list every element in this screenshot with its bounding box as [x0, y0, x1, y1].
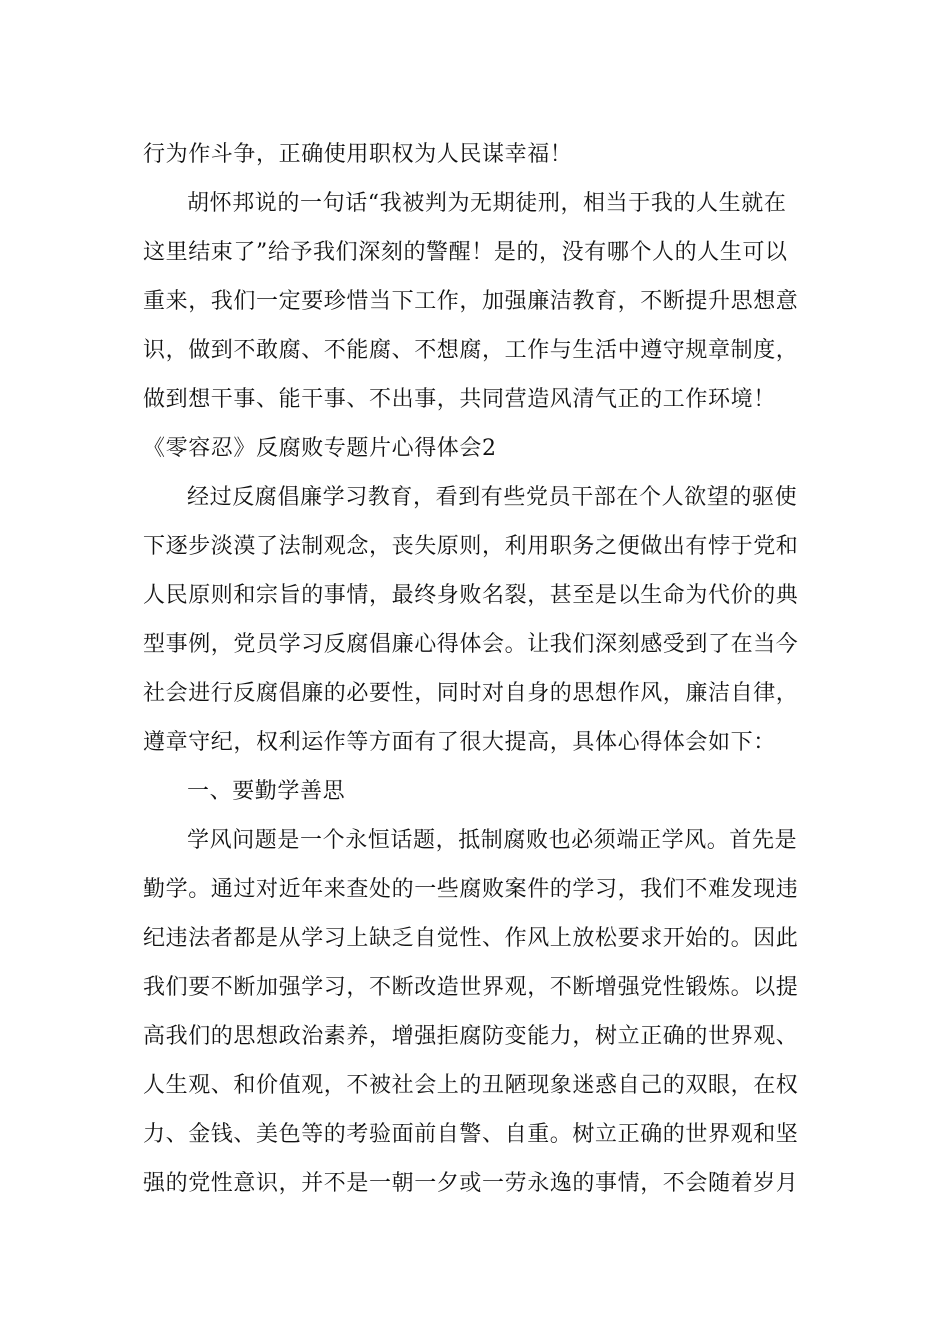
text-line: 纪违法者都是从学习上缺乏自觉性、作风上放松要求开始的。因此 [143, 926, 799, 951]
text-line: 经过反腐倡廉学习教育，看到有些党员干部在个人欲望的驱使 [187, 485, 798, 510]
text-line: 重来，我们一定要珍惜当下工作，加强廉洁教育，不断提升思想意 [143, 289, 799, 314]
text-line: 《零容忍》反腐败专题片心得体会2 [143, 436, 497, 461]
text-line: 识，做到不敢腐、不能腐、不想腐，工作与生活中遵守规章制度， [143, 338, 799, 363]
text-line: 人生观、和价值观，不被社会上的丑陋现象迷惑自己的双眼，在权 [143, 1073, 799, 1098]
text-line: 一、要勤学善思 [187, 779, 346, 804]
text-line: 力、金钱、美色等的考验面前自警、自重。树立正确的世界观和坚 [143, 1122, 799, 1147]
text-line: 我们要不断加强学习，不断改造世界观，不断增强党性锻炼。以提 [143, 975, 799, 1000]
text-line: 遵章守纪，权利运作等方面有了很大提高，具体心得体会如下： [143, 730, 776, 755]
text-line: 下逐步淡漠了法制观念，丧失原则，利用职务之便做出有悖于党和 [143, 534, 799, 559]
text-line: 型事例，党员学习反腐倡廉心得体会。让我们深刻感受到了在当今 [143, 632, 799, 657]
text-line: 胡怀邦说的一句话“我被判为无期徒刑，相当于我的人生就在 [187, 191, 787, 216]
text-line: 人民原则和宗旨的事情，最终身败名裂，甚至是以生命为代价的典 [143, 583, 799, 608]
text-line: 这里结束了”给予我们深刻的警醒！是的，没有哪个人的人生可以 [143, 240, 788, 265]
text-line: 高我们的思想政治素养，增强拒腐防变能力，树立正确的世界观、 [143, 1024, 799, 1049]
document-body [143, 130, 808, 1208]
text-line: 勤学。通过对近年来查处的一些腐败案件的学习，我们不难发现违 [143, 877, 799, 902]
text-line: 强的党性意识，并不是一朝一夕或一劳永逸的事情，不会随着岁月 [143, 1171, 799, 1196]
text-line: 社会进行反腐倡廉的必要性，同时对自身的思想作风，廉洁自律， [143, 681, 799, 706]
text-line: 行为作斗争，正确使用职权为人民谋幸福！ [143, 142, 573, 167]
text-line: 做到想干事、能干事、不出事，共同营造风清气正的工作环境！ [143, 387, 776, 412]
text-line: 学风问题是一个永恒话题，抵制腐败也必须端正学风。首先是 [187, 828, 798, 853]
